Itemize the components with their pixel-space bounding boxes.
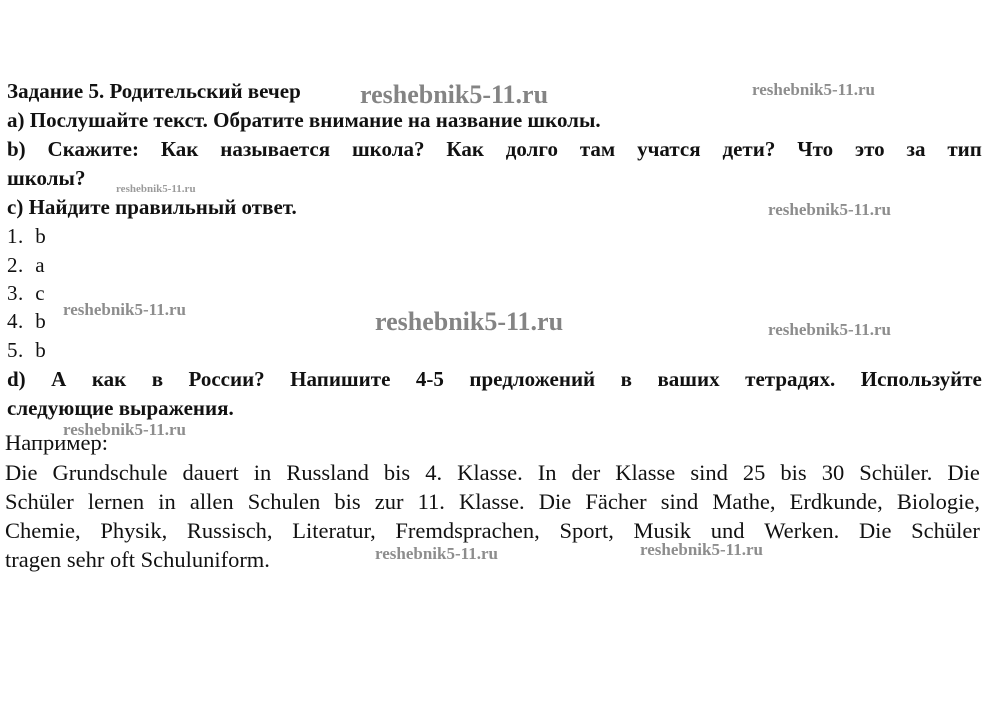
word: России? (188, 367, 265, 391)
word: in (158, 489, 176, 514)
word: 25 (742, 460, 766, 485)
answer-number: 1. (7, 224, 24, 248)
word: Literatur, (292, 518, 376, 543)
word: Klasse. (459, 489, 525, 514)
word: Используйте (860, 367, 982, 391)
answer-item (7, 340, 46, 361)
part-b-line-2: школы? (7, 166, 86, 190)
word: долго (505, 137, 558, 161)
word: Что (797, 137, 834, 161)
example-line-1 (5, 462, 980, 485)
word: Klasse (615, 460, 676, 485)
word: lernen (87, 489, 145, 514)
word: 4. (425, 460, 443, 485)
watermark: reshebnik5-11.ru (360, 80, 549, 109)
word: Russland (286, 460, 369, 485)
word: Как (160, 137, 199, 161)
word: как (91, 367, 127, 391)
word: bis (780, 460, 807, 485)
word: ваших (657, 367, 720, 391)
word: называется (220, 137, 331, 161)
answer-letter: a (35, 253, 46, 277)
word: Fremdsprachen, (395, 518, 540, 543)
word: Erdkunde, (789, 489, 883, 514)
word: Die (5, 460, 38, 485)
word: d) (7, 367, 26, 391)
part-d-line-2: следующие выражения. (7, 396, 234, 420)
word: dauert (182, 460, 239, 485)
answer-number: 5. (7, 338, 24, 362)
watermark: reshebnik5-11.ru (63, 300, 186, 319)
word: der (571, 460, 601, 485)
word: предложений (469, 367, 596, 391)
part-b-line-1 (7, 139, 982, 160)
watermark: reshebnik5-11.ru (116, 183, 196, 195)
answer-letter: b (35, 338, 47, 362)
watermark: reshebnik5-11.ru (768, 320, 891, 339)
word: Biologie, (896, 489, 980, 514)
word: Schüler (911, 518, 980, 543)
word: Как (446, 137, 484, 161)
word: b) (7, 137, 26, 161)
answer-item (7, 226, 46, 247)
watermark: reshebnik5-11.ru (63, 420, 186, 439)
word: in (253, 460, 272, 485)
word: Die (538, 489, 572, 514)
watermark: reshebnik5-11.ru (752, 80, 875, 99)
example-line-2 (5, 491, 980, 514)
word: А (51, 367, 67, 391)
answer-letter: b (35, 224, 47, 248)
word: 11. (417, 489, 445, 514)
word: Grundschule (52, 460, 168, 485)
word: Sport, (559, 518, 614, 543)
answer-item (7, 255, 45, 276)
part-a-text: a) Послушайте текст. Обратите внимание на название школы. (7, 108, 601, 132)
word: Werken. (764, 518, 840, 543)
answer-item (7, 283, 45, 304)
word: 30 (821, 460, 845, 485)
word: Musik (633, 518, 692, 543)
watermark: reshebnik5-11.ru (768, 200, 891, 219)
example-line-3 (5, 520, 980, 543)
word: Physik, (100, 518, 168, 543)
watermark: reshebnik5-11.ru (375, 307, 564, 336)
watermark: reshebnik5-11.ru (375, 544, 498, 563)
watermark: reshebnik5-11.ru (640, 540, 763, 559)
word: учатся (637, 137, 701, 161)
word: Die (947, 460, 980, 485)
word: Напишите (290, 367, 391, 391)
word: Russisch, (186, 518, 273, 543)
word: zur (374, 489, 404, 514)
word: Скажите: (47, 137, 139, 161)
word: 4-5 (415, 367, 444, 391)
part-d-line-1 (7, 369, 982, 390)
word: школа? (351, 137, 425, 161)
word: Fächer (585, 489, 647, 514)
word: bis (334, 489, 361, 514)
word: In (537, 460, 557, 485)
answer-item (7, 311, 46, 332)
word: в (620, 367, 632, 391)
word: за (906, 137, 926, 161)
example-label: Например: (5, 430, 108, 455)
word: тип (947, 137, 982, 161)
word: bis (383, 460, 411, 485)
word: sind (690, 460, 728, 485)
answer-letter: b (35, 309, 47, 333)
word: тетрадях. (745, 367, 836, 391)
word: это (855, 137, 885, 161)
part-c-text: c) Найдите правильный ответ. (7, 195, 297, 219)
example-line-4: tragen sehr oft Schuluniform. (5, 547, 270, 572)
word: дети? (722, 137, 776, 161)
answer-number: 2. (7, 253, 24, 277)
word: Schulen (247, 489, 321, 514)
word: und (710, 518, 745, 543)
word: Mathe, (712, 489, 776, 514)
word: Klasse. (457, 460, 523, 485)
task-title: Задание 5. Родительский вечер (7, 79, 301, 103)
word: Die (858, 518, 892, 543)
word: Schüler. (859, 460, 933, 485)
word: там (579, 137, 616, 161)
word: Chemie, (5, 518, 81, 543)
answer-number: 3. (7, 281, 24, 305)
answer-letter: c (35, 281, 46, 305)
word: Schüler (5, 489, 74, 514)
answer-number: 4. (7, 309, 24, 333)
word: sind (660, 489, 699, 514)
word: allen (189, 489, 234, 514)
word: в (151, 367, 164, 391)
